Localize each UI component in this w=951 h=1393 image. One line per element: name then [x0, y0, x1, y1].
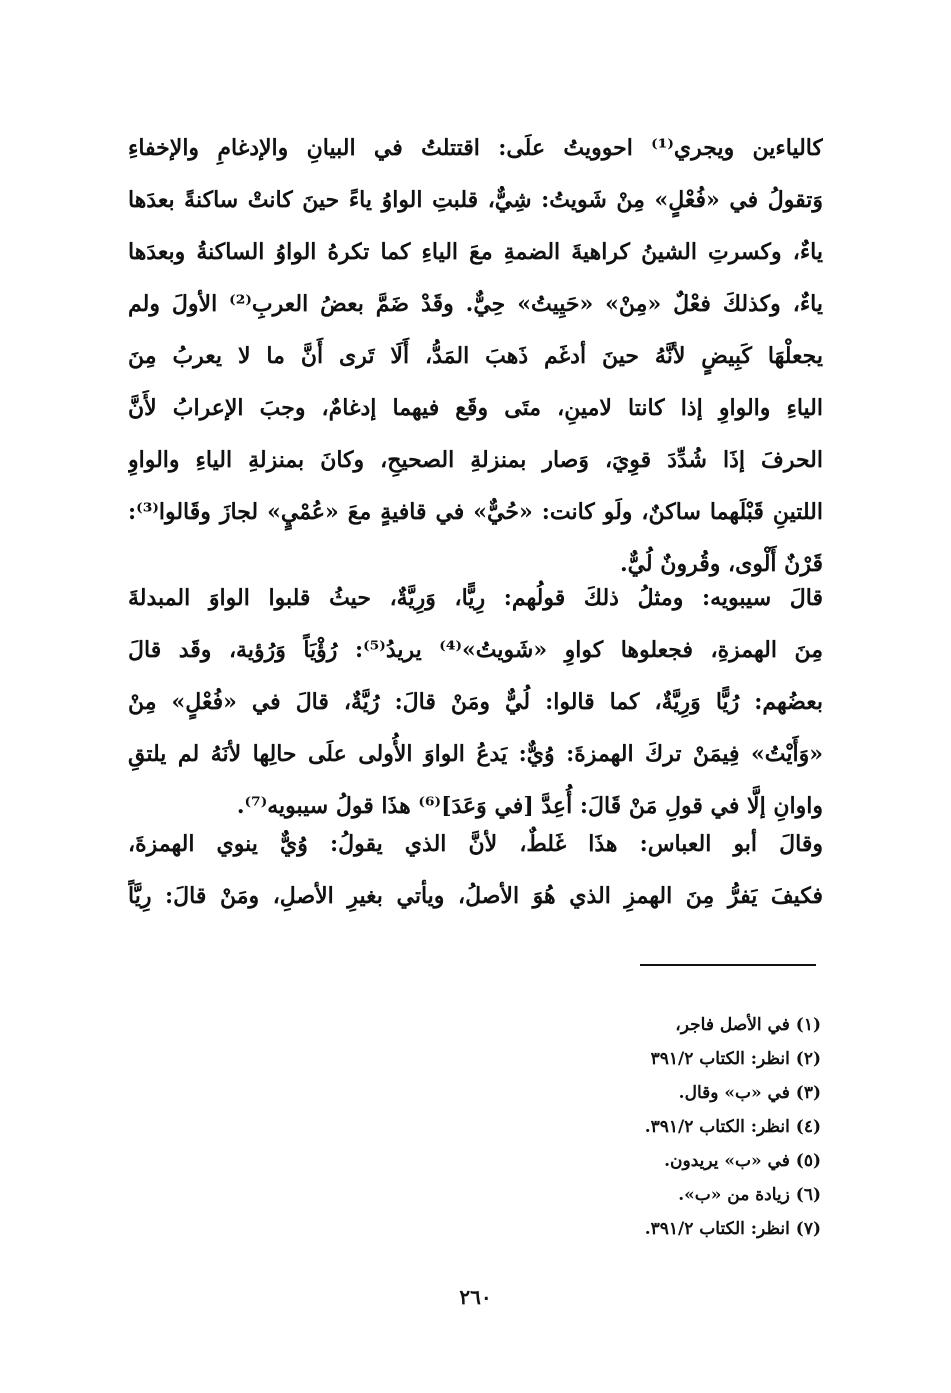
footnote: (٦) زيادة من «ب».: [678, 1185, 821, 1205]
text-line: فكيفَ يَفرُّ مِنَ الهمزِ الذي هُوَ الأصلُ، ويأتي بغيرِ الأصلِ، ومَنْ قالَ: رِيَّاً: [128, 883, 823, 909]
footnote-divider: [640, 964, 816, 966]
paragraph-3: [128, 818, 823, 922]
text-line: «وَأَيْتُ» فِيمَنْ تركَ الهمزةَ: وُيٌّ: يَدعُ الواوَ الأُولى علَى حالِها لأنَهُ لم يلتقِ: [128, 741, 823, 767]
text-line: وقالَ أبو العباس: هذَا غَلطٌ، لأنَّ الذي يقولُ: وُيٌّ ينوي الهمزةَ،: [128, 831, 823, 857]
text-line: وَتقولُ في «فُعْلٍ» مِنْ شَويتُ: شِيٌّ، قلبتِ الواوُ ياءً حينَ كانتْ ساكنةً بعدَها: [128, 187, 823, 213]
text-line: قالَ سيبويه: ومثلُ ذلكَ قولُهم: رِيًّا، وَرِيَّةٌ، حيثُ قلبوا الواوَ المبدلةَ: [128, 585, 823, 611]
footnote: (٧) انظر: الكتاب ٣٩١/٢.: [644, 1219, 821, 1239]
footnote: (١) في الأصل فاجر،: [675, 1015, 821, 1035]
page-number: ٢٦٠: [459, 1285, 492, 1309]
text-line: ياءٌ، وكسرتِ الشينُ كراهيةَ الضمةِ معَ الياءِ كما تكرهُ الواوُ الساكنةُ وبعدَها: [128, 239, 823, 265]
text-line: الياءِ والواوِ إذا كانتا لامينِ، متَى وقَع فيهما إدغامٌ، وجبَ الإعرابُ لأَنَّ: [128, 395, 823, 421]
text-line: قَرْنٌ أَلْوى، وقُرونٌ لُيٌّ.: [619, 551, 823, 577]
paragraph-2: [128, 572, 823, 832]
text-line: اللتينِ قَبْلَهما ساكنٌ، ولَو كانت: «حُيٌّ» في قافيةٍ معَ «عُمْيٍ» لجازَ وقَالوا⁽³⁾:: [128, 499, 823, 525]
footnote: (٤) انظر: الكتاب ٣٩١/٢.: [644, 1117, 821, 1137]
text-line: مِنَ الهمزةِ، فجعلوها كواوِ «شَويتُ»⁽⁴⁾ يريدُ⁽⁵⁾: رُؤْيَاً وَرُؤية، وقَد قالَ: [128, 637, 823, 663]
text-line: كالياءين ويجري⁽¹⁾ احوويتُ علَى: اقتتلتُ في البيانِ والإدغامِ والإخفاءِ: [128, 135, 823, 161]
text-line: بعضُهم: رُيًّا وَرِيَّةٌ، كما قالوا: لُيٌّ ومَنْ قالَ: رُيَّةٌ، قالَ في «فُعْلٍ» مِنْ: [128, 689, 823, 715]
footnote: (٣) في «ب» وقال.: [678, 1083, 821, 1103]
footnotes: [501, 1008, 821, 1246]
text-line: الحرفَ إذَا شُدِّدَ قوِيَ، وَصار بمنزلةِ الصحيحِ، وكانَ بمنزلةِ الياءِ والواوِ: [128, 447, 823, 473]
footnote: (٥) في «ب» يريدون.: [664, 1151, 821, 1171]
footnote: (٢) انظر: الكتاب ٣٩١/٢: [650, 1049, 821, 1069]
text-line: ياءٌ، وكذلكَ فعْلٌ «مِنْ» «حَيِيتُ» حِيٌّ. وقَدْ ضَمَّ بعضُ العربِ⁽²⁾ الأولَ ولم: [128, 291, 823, 317]
text-line: واوانِ إلَّا في قولِ مَنْ قَالَ: أُعِدَّ [في وَعَدَ]⁽⁶⁾ هذَا قولُ سيبويه⁽⁷⁾.: [236, 793, 823, 819]
text-line: يجعلْهَا كَبِيضٍ لأنَّهُ حينَ أدغَم ذَهبَ المَدُّ، أَلَا تَرى أَنَّ ما لا يعربُ مِنَ: [128, 343, 823, 369]
paragraph-1: [128, 122, 823, 590]
